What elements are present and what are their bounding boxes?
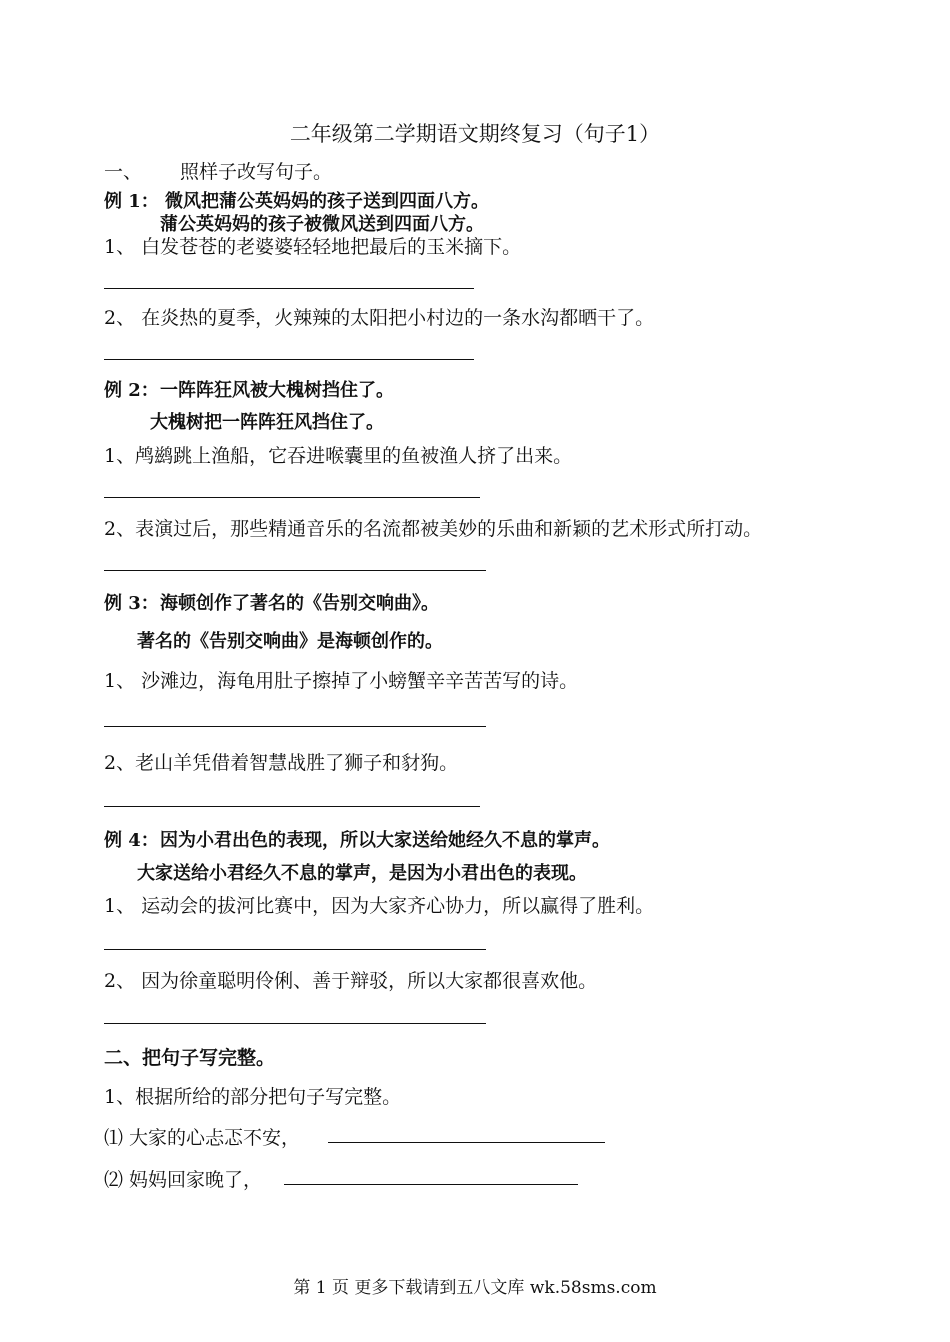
example1-rewritten: 蒲公英妈妈的孩子被微风送到四面八方。 bbox=[160, 214, 484, 235]
example4-label: 例 4： bbox=[104, 830, 159, 851]
ex2-question-2: 2、表演过后，那些精通音乐的名流都被美妙的乐曲和新颖的艺术形式所打动。 bbox=[104, 518, 763, 540]
example2-label: 例 2： bbox=[104, 380, 159, 401]
completion-item-1: ⑴ 大家的心忐忑不安， bbox=[104, 1127, 301, 1149]
answer-line[interactable] bbox=[104, 288, 474, 289]
ex2-question-1: 1、鸬鹚跳上渔船，它吞进喉囊里的鱼被渔人挤了出来。 bbox=[104, 445, 573, 467]
ex1-question-1: 1、 白发苍苍的老婆婆轻轻地把最后的玉米摘下。 bbox=[104, 236, 522, 258]
example3-rewritten: 著名的《告别交响曲》是海顿创作的。 bbox=[137, 631, 443, 652]
section1-heading-number: 一、 bbox=[104, 161, 143, 183]
answer-line[interactable] bbox=[328, 1142, 605, 1143]
example3-original: 海顿创作了著名的《告别交响曲》。 bbox=[160, 593, 439, 614]
ex1-question-2: 2、 在炎热的夏季，火辣辣的太阳把小村边的一条水沟都晒干了。 bbox=[104, 307, 655, 329]
section2-heading: 二、把句子写完整。 bbox=[104, 1047, 276, 1069]
completion-item-2: ⑵ 妈妈回家晚了， bbox=[104, 1169, 263, 1191]
page-title: 二年级第二学期语文期终复习（句子1） bbox=[289, 122, 661, 146]
example1-label: 例 1： bbox=[104, 191, 159, 212]
answer-line[interactable] bbox=[104, 1023, 486, 1024]
ex4-question-2: 2、 因为徐童聪明伶俐、善于辩驳，所以大家都很喜欢他。 bbox=[104, 970, 598, 992]
answer-line[interactable] bbox=[104, 359, 474, 360]
section1-heading: 照样子改写句子。 bbox=[180, 161, 333, 183]
example4-rewritten: 大家送给小君经久不息的掌声，是因为小君出色的表现。 bbox=[137, 863, 587, 884]
answer-line[interactable] bbox=[104, 570, 486, 571]
answer-line[interactable] bbox=[104, 949, 486, 950]
example4-original: 因为小君出色的表现，所以大家送给她经久不息的掌声。 bbox=[160, 830, 610, 851]
answer-line[interactable] bbox=[104, 497, 480, 498]
section2-instruction: 1、根据所给的部分把句子写完整。 bbox=[104, 1086, 402, 1108]
answer-line[interactable] bbox=[104, 806, 480, 807]
answer-line[interactable] bbox=[284, 1184, 578, 1185]
example2-original: 一阵阵狂风被大槐树挡住了。 bbox=[160, 380, 394, 401]
example2-rewritten: 大槐树把一阵阵狂风挡住了。 bbox=[150, 412, 384, 433]
answer-line[interactable] bbox=[104, 726, 486, 727]
example3-label: 例 3： bbox=[104, 593, 159, 614]
ex4-question-1: 1、 运动会的拔河比赛中，因为大家齐心协力，所以赢得了胜利。 bbox=[104, 895, 655, 917]
page-footer: 第 1 页 更多下载请到五八文库 wk.58sms.com bbox=[293, 1278, 657, 1298]
ex3-question-1: 1、 沙滩边，海龟用肚子擦掉了小螃蟹辛辛苦苦写的诗。 bbox=[104, 670, 579, 692]
ex3-question-2: 2、老山羊凭借着智慧战胜了狮子和豺狗。 bbox=[104, 752, 459, 774]
example1-original: 微风把蒲公英妈妈的孩子送到四面八方。 bbox=[165, 191, 489, 212]
